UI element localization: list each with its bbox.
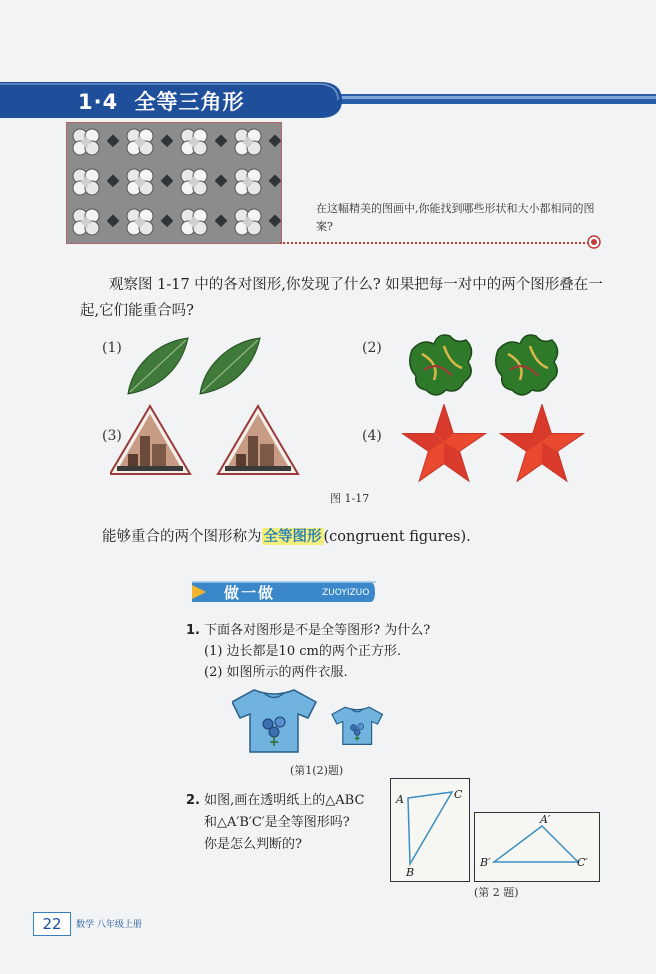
puzzle-pair-image xyxy=(404,330,574,402)
section-title xyxy=(78,86,245,116)
question-2-number: 2. xyxy=(186,793,200,808)
star-icon xyxy=(404,406,484,480)
shirt-pair-image xyxy=(232,688,392,754)
puzzle-piece-icon xyxy=(410,335,472,395)
definition-term: 全等图形 xyxy=(263,528,322,545)
vertex-b-label: B xyxy=(406,866,415,879)
question-2-line-1 xyxy=(186,790,364,812)
definition-suffix: (congruent figures). xyxy=(323,529,471,545)
question-1-text: 下面各对图形是不是全等图形? 为什么? xyxy=(204,623,431,638)
page-number: 22 xyxy=(33,912,71,936)
book-title: 数学 八年级上册 xyxy=(76,920,142,930)
vertex-b-prime-label: B′ xyxy=(480,856,491,869)
shirt-icon xyxy=(332,707,382,744)
triangle-photo-icon xyxy=(218,406,298,474)
question-1-sub-2: (2) 如图所示的两件衣服. xyxy=(204,665,348,680)
figure-caption: 图 1-17 xyxy=(330,492,370,505)
target-icon xyxy=(587,235,601,249)
leaf-icon xyxy=(128,338,188,394)
figure-label-3: (3) xyxy=(102,428,122,444)
activity-pinyin: ZUOYIZUO xyxy=(322,588,370,598)
question-2-text-1: 如图,画在透明纸上的△ABC xyxy=(204,793,365,808)
puzzle-piece-icon xyxy=(496,335,558,395)
intro-caption: 在这幅精美的图画中,你能找到哪些形状和大小都相同的图案? xyxy=(316,202,595,233)
question-1 xyxy=(186,620,606,642)
star-icon xyxy=(502,406,582,480)
leaf-icon xyxy=(200,338,260,394)
section-name: 全等三角形 xyxy=(134,90,245,114)
triangle-photo-pair-image xyxy=(110,404,310,476)
question-2-line-2: 和△A′B′C′是全等图形吗? xyxy=(204,815,350,830)
question-1-number: 1. xyxy=(186,623,200,638)
question-1-caption: (第1(2)题) xyxy=(290,764,344,777)
triangle-a2b2c2-drawing xyxy=(474,812,600,882)
tile-pattern-image xyxy=(66,122,282,244)
vertex-c-label: C xyxy=(454,788,463,801)
shirt-icon xyxy=(232,690,316,752)
triangle-photo-icon xyxy=(110,406,190,474)
definition-prefix: 能够重合的两个图形称为 xyxy=(102,529,262,545)
vertex-a-prime-label: A′ xyxy=(540,813,551,826)
observe-paragraph: 观察图 1-17 中的各对图形,你发现了什么? 如果把每一对中的两个图形叠在一起,它们能重合吗? xyxy=(80,277,603,319)
question-1-sub-1: (1) 边长都是10 cm的两个正方形. xyxy=(204,644,401,659)
dotted-divider xyxy=(280,242,592,244)
star-pair-image xyxy=(402,404,586,484)
figure-label-2: (2) xyxy=(362,340,382,356)
section-number: 1·4 xyxy=(78,90,119,114)
leaf-pair-image xyxy=(122,336,272,398)
vertex-c-prime-label: C′ xyxy=(577,856,588,869)
question-2-line-3: 你是怎么判断的? xyxy=(204,837,302,852)
figure-label-1: (1) xyxy=(102,340,122,356)
activity-title: 做一做 xyxy=(224,584,276,602)
definition-sentence xyxy=(102,524,622,550)
figure-label-4: (4) xyxy=(362,428,382,444)
question-2-caption: (第 2 题) xyxy=(474,886,519,899)
vertex-a-label: A xyxy=(396,793,404,806)
